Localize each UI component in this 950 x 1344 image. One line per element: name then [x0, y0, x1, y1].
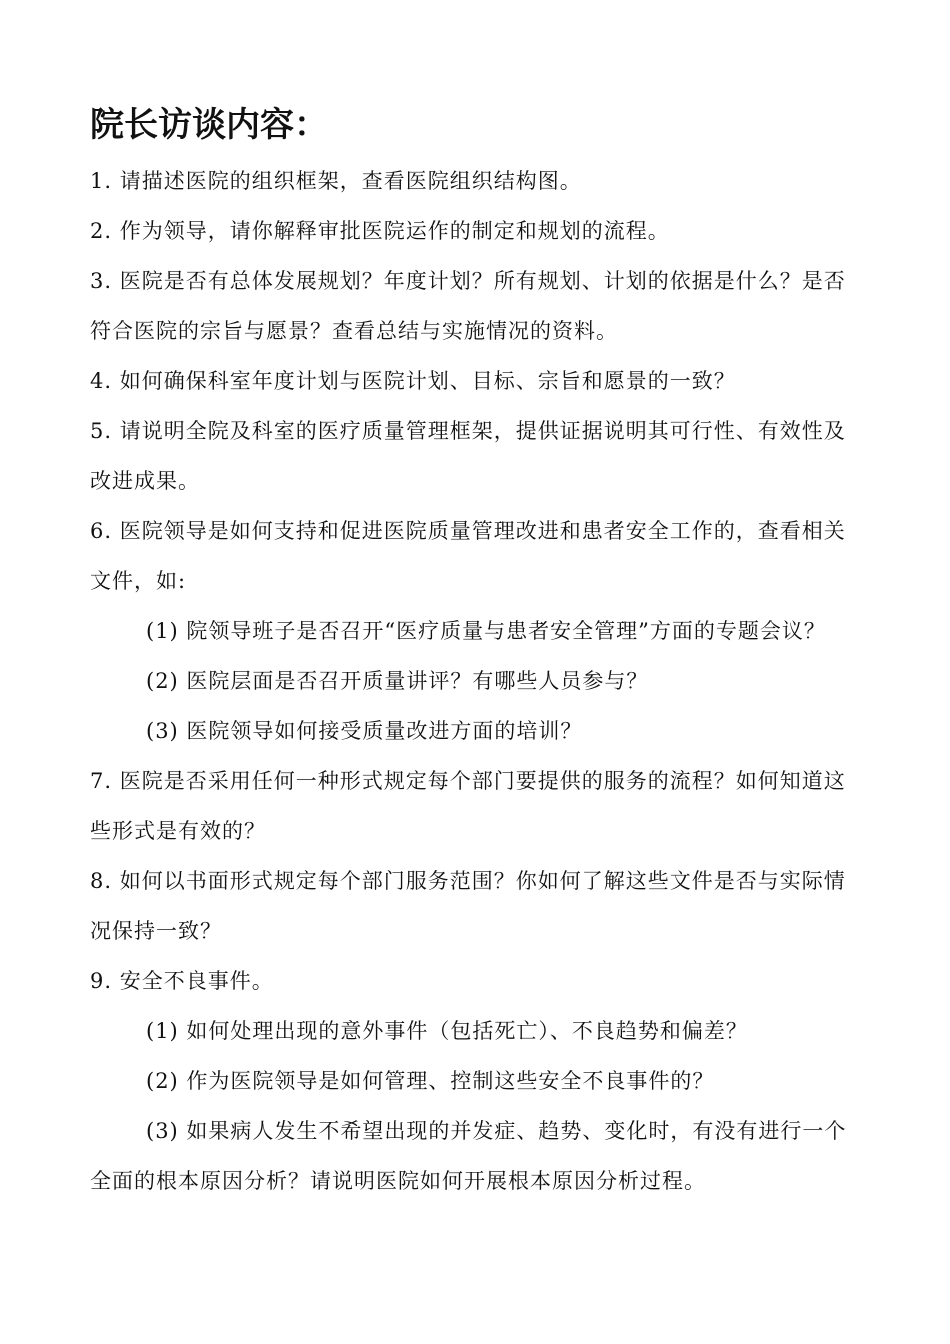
- question-9-sub-1: (1) 如何处理出现的意外事件（包括死亡）、不良趋势和偏差？: [146, 1019, 748, 1043]
- question-9-sub-3: (3) 如果病人发生不希望出现的并发症、趋势、变化时，有没有进行一个全面的根本原因分析？请说明医院如何开展根本原因分析过程。: [90, 1119, 847, 1193]
- question-8: 8. 如何以书面形式规定每个部门服务范围？你如何了解这些文件是否与实际情况保持一致？: [90, 869, 846, 943]
- question-1: 1. 请描述医院的组织框架，查看医院组织结构图。: [90, 169, 582, 193]
- question-9: 9. 安全不良事件。: [90, 969, 274, 993]
- question-6-sub-2: (2) 医院层面是否召开质量讲评？有哪些人员参与？: [146, 669, 649, 693]
- question-7: 7. 医院是否采用任何一种形式规定每个部门要提供的服务的流程？如何知道这些形式是有效的？: [90, 769, 846, 843]
- question-6: 6. 医院领导是如何支持和促进医院质量管理改进和患者安全工作的，查看相关文件，如:: [90, 519, 846, 593]
- question-4: 4. 如何确保科室年度计划与医院计划、目标、宗旨和愿景的一致？: [90, 369, 736, 393]
- question-6-sub-1: (1) 院领导班子是否召开“医疗质量与患者安全管理”方面的专题会议？: [146, 619, 826, 643]
- question-5: 5. 请说明全院及科室的医疗质量管理框架，提供证据说明其可行性、有效性及改进成果。: [90, 419, 846, 493]
- question-3: 3. 医院是否有总体发展规划？年度计划？所有规划、计划的依据是什么？是否符合医院的宗旨与愿景？查看总结与实施情况的资料。: [90, 269, 846, 343]
- question-6-sub-3: (3) 医院领导如何接受质量改进方面的培训？: [146, 719, 583, 743]
- page-title: 院长访谈内容：: [90, 105, 328, 145]
- question-2: 2. 作为领导，请你解释审批医院运作的制定和规划的流程。: [90, 219, 670, 243]
- question-9-sub-2: (2) 作为医院领导是如何管理、控制这些安全不良事件的？: [146, 1069, 715, 1093]
